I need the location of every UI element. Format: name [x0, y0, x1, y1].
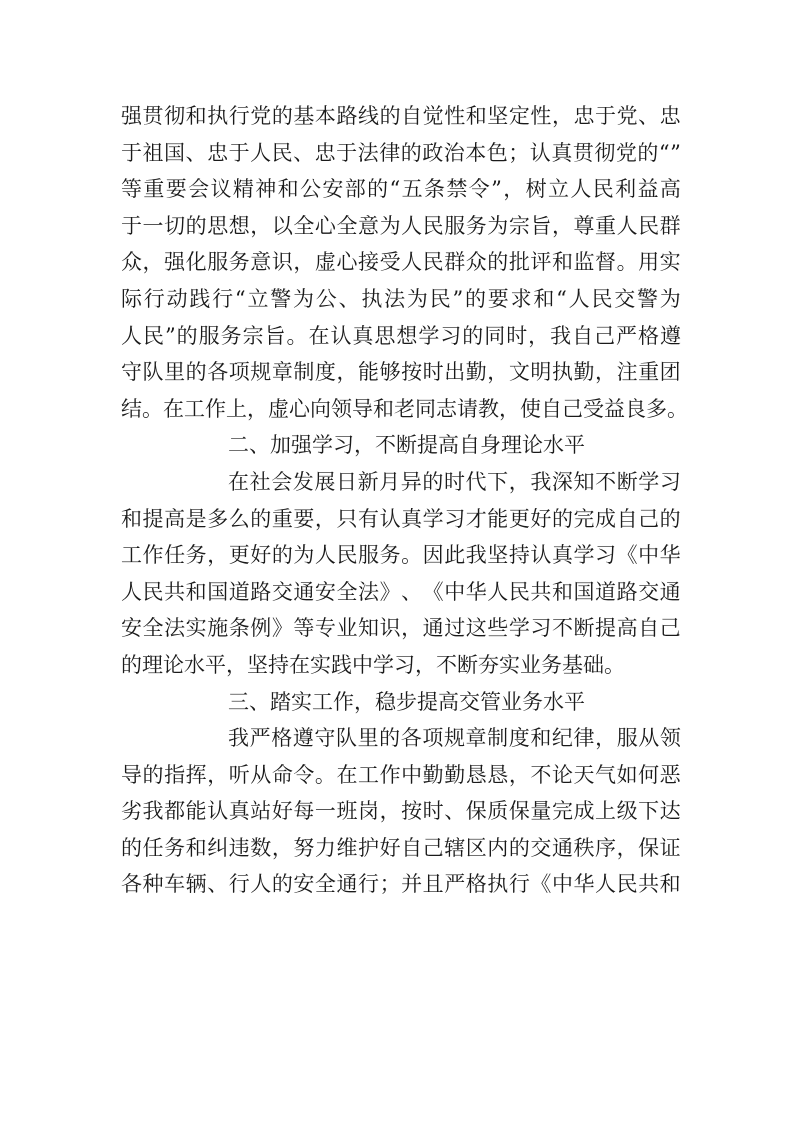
text-line: 的 任 务 和 纠 违 数 ， 努 力 维 护 好 自 己 辖 区 内 的 交 通 秩 序 ， 保 证	[121, 835, 681, 860]
text-line: 人 民 ” 的 服 务 宗 旨 。 在 认 真 思 想 学 习 的 同 时 ， 我 自 己 严 格 遵	[121, 323, 681, 348]
text-line: 守 队 里 的 各 项 规 章 制 度 ， 能 够 按 时 出 勤 ， 文 明 执 勤 ， 注 重 团	[121, 360, 681, 385]
text-line: 导 的 指 挥 ， 听 从 命 令 。 在 工 作 中 勤 勤 恳 恳 ， 不 论 天 气 如 何 恶	[121, 762, 681, 787]
text-line: 安 全 法 实 施 条 例 》 等 专 业 知 识 ， 通 过 这 些 学 习 不 断 提 高 自 己	[121, 616, 681, 641]
text-line: 和 提 高 是 多 么 的 重 要 ， 只 有 认 真 学 习 才 能 更 好 的 完 成 自 己 的	[121, 506, 681, 531]
text-line: 众 ， 强 化 服 务 意 识 ， 虚 心 接 受 人 民 群 众 的 批 评 和 监 督 。 用 实	[121, 250, 681, 275]
section-heading-3: 三、踏实工作，稳步提高交管业务水平	[228, 689, 585, 714]
text-line: 强 贯 彻 和 执 行 党 的 基 本 路 线 的 自 觉 性 和 坚 定 性 ， 忠 于 党 、 忠	[121, 104, 681, 128]
text-line: 在 社 会 发 展 日 新 月 异 的 时 代 下 ， 我 深 知 不 断 学 习	[228, 469, 681, 494]
text-line: 工 作 任 务 ， 更 好 的 为 人 民 服 务 。 因 此 我 坚 持 认 真 学 习 《 中 华	[121, 543, 681, 568]
text-line: 各 种 车 辆 、 行 人 的 安 全 通 行 ； 并 且 严 格 执 行 《 中 华 人 民 共 和	[121, 872, 681, 897]
text-line: 际 行 动 践 行 “ 立 警 为 公 、 执 法 为 民 ” 的 要 求 和 “ 人 民 交 警 为	[121, 286, 681, 311]
text-line: 人 民 共 和 国 道 路 交 通 安 全 法 》 、 《 中 华 人 民 共 和 国 道 路 交 通	[121, 579, 681, 604]
text-line: 我 严 格 遵 守 队 里 的 各 项 规 章 制 度 和 纪 律 ， 服 从 领	[228, 726, 681, 751]
text-line: 等 重 要 会 议 精 神 和 公 安 部 的 “ 五 条 禁 令 ” ， 树 立 人 民 利 益 高	[121, 177, 681, 202]
text-line: 的理论水平，坚持在实践中学习，不断夯实业务基础。	[121, 652, 625, 677]
text-line: 劣 我 都 能 认 真 站 好 每 一 班 岗 ， 按 时 、 保 质 保 量 完 成 上 级 下 达	[121, 799, 681, 824]
document-body	[121, 98, 688, 903]
text-line: 结 。 在 工 作 上 ， 虚 心 向 领 导 和 老 同 志 请 教 ， 使 自 己 受 益 良 多 。	[121, 396, 688, 421]
text-line: 于 祖 国 、 忠 于 人 民 、 忠 于 法 律 的 政 治 本 色 ； 认 真 贯 彻 党 的 “ ”	[121, 140, 681, 165]
section-heading-2: 二、加强学习，不断提高自身理论水平	[228, 433, 585, 458]
text-line: 于 一 切 的 思 想 ， 以 全 心 全 意 为 人 民 服 务 为 宗 旨 ， 尊 重 人 民 群	[121, 213, 681, 238]
